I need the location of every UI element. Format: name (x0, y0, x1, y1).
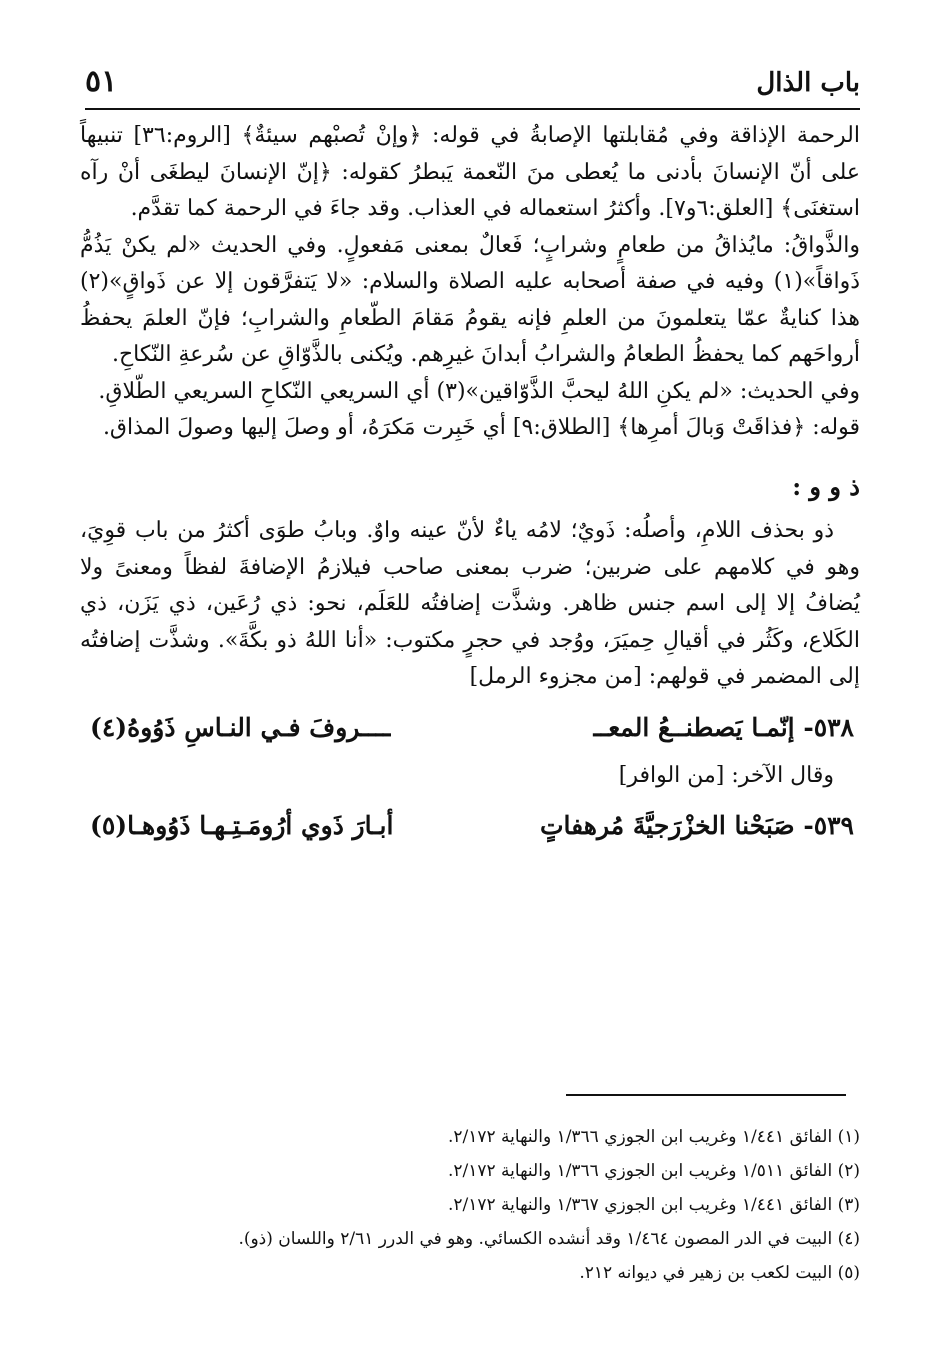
verse-539 (80, 806, 860, 846)
footnote: (٢) الفائق ١/٥١١ وغريب ابن الجوزي ١/٣٦٦ والنهاية ٢/١٧٢. (447, 1161, 860, 1181)
verse-second-half: ــــروفَ فـي النـاسِ ذَوُوهُ(٤) (90, 712, 391, 742)
footnote: (٣) الفائق ١/٤٤١ وغريب ابن الجوزي ١/٣٦٧ والنهاية ٢/١٧٢. (447, 1195, 860, 1215)
verse-first-half: ٥٣٨- إنّمـا يَصطنــعُ المعــ (593, 712, 854, 742)
paragraph: قوله: ﴿فذاقَتْ وَبالَ أمرِها﴾ [الطلاق:٩] أي خَبِرت مَكرَهُ، أو وصلَ إليها وصولَ المذاق. (102, 415, 860, 440)
paragraph: الرحمة الإذاقة وفي مُقابلتها الإصابةُ في قوله: ﴿وإنْ تُصبْهم سيئةٌ﴾ [الروم:٣٦] تنبيهاً على أنّ الإنسانَ بأدنى ما يُعطى منَ النّعمة يَبطرُ كقوله: ﴿إنّ الإنسانَ ليطغَى أنْ رآه استغنَى﴾ [العلق:٦و٧]. وأكثرُ استعماله في العذاب. وقد جاءَ في الرحمة كما تقدَّم. (80, 123, 860, 221)
verse-first-half: ٥٣٩- صَبَحْنا الخزْرَجيَّةَ مُرهفاتٍ (540, 811, 854, 840)
main-text (80, 118, 860, 856)
other-poet-line: وقال الآخر: [من الوافر] (618, 762, 834, 788)
paragraph: وفي الحديث: «لم يكنِ اللهُ ليحبَّ الذَّوّاقين»(٣) أي السريعي النّكاحِ السريعي الطّلاقِ. (98, 378, 860, 404)
header-rule (85, 108, 860, 110)
footnote: (٤) البيت في الدر المصون ١/٤٦٤ وقد أنشده الكسائي. وهو في الدرر ٢/٦١ واللسان (ذو). (238, 1229, 860, 1249)
section-heading: ذ و و : (792, 471, 860, 501)
paragraph: والذَّواقُ: مايُذاقُ من طعامٍ وشرابٍ؛ فَعالٌ بمعنى مَفعولٍ. وفي الحديث «لم يكنْ يَذُمُّ ذَواقاً»(١) وفيه في صفة أصحابه عليه الصلاة والسلام: «لا يَتفرَّقون إلا عن ذَواقٍ»(٢) هذا كنايةٌ عمّا يتعلمونَ من العلمِ فإنه يقومُ مَقامَ الطّعامِ والشرابِ؛ فإنّ العلمَ يحفظُ أرواحَهم كما يحفظُ الطعامُ والشرابُ أبدانَ غيرِهم. ويُكنى بالذَّوّاقِ عن سُرعةِ النّكاحِ. (80, 232, 860, 367)
page-number: ٥١ (85, 64, 118, 99)
footnote: (١) الفائق ١/٤٤١ وغريب ابن الجوزي ١/٣٦٦ والنهاية ٢/١٧٢. (447, 1127, 860, 1147)
footnote-rule (566, 1094, 846, 1096)
footnote: (٥) البيت لكعب بن زهير في ديوانه ٢١٢. (579, 1263, 860, 1283)
verse-538 (80, 708, 860, 748)
verse-second-half: أبـارَ ذَوي أرُومَـتِـهـا ذَوُوهـا(٥) (90, 811, 394, 840)
section-paragraph: ذو بحذف اللامِ، وأصلُه: ذَويٌ؛ لامُه ياءٌ لأنّ عينه واوٌ. وبابُ طوَى أكثرُ من باب قوِيَ، وهو في كلامهم على ضربين؛ ضرب بمعنى صاحب فيلازمُ الإضافةَ لفظاً ومعنىً ولا يُضافُ إلا إلى اسم جنس ظاهر. وشذَّت إضافتُه للعَلَم، نحو: ذي رُعَين، ذي يَزَن، ذي الكَلاع، وكَثُر في أقيالِ حِميَرَ، ووُجد في حجرٍ مكتوب: «أنا اللهُ ذو بكَّةَ». وشذَّت إضافتُه إلى المضمر في قولهم: [من مجزوء الرمل] (80, 518, 860, 689)
page-header (85, 60, 860, 106)
chapter-title: باب الذال (756, 68, 860, 98)
footnotes (160, 1120, 860, 1290)
